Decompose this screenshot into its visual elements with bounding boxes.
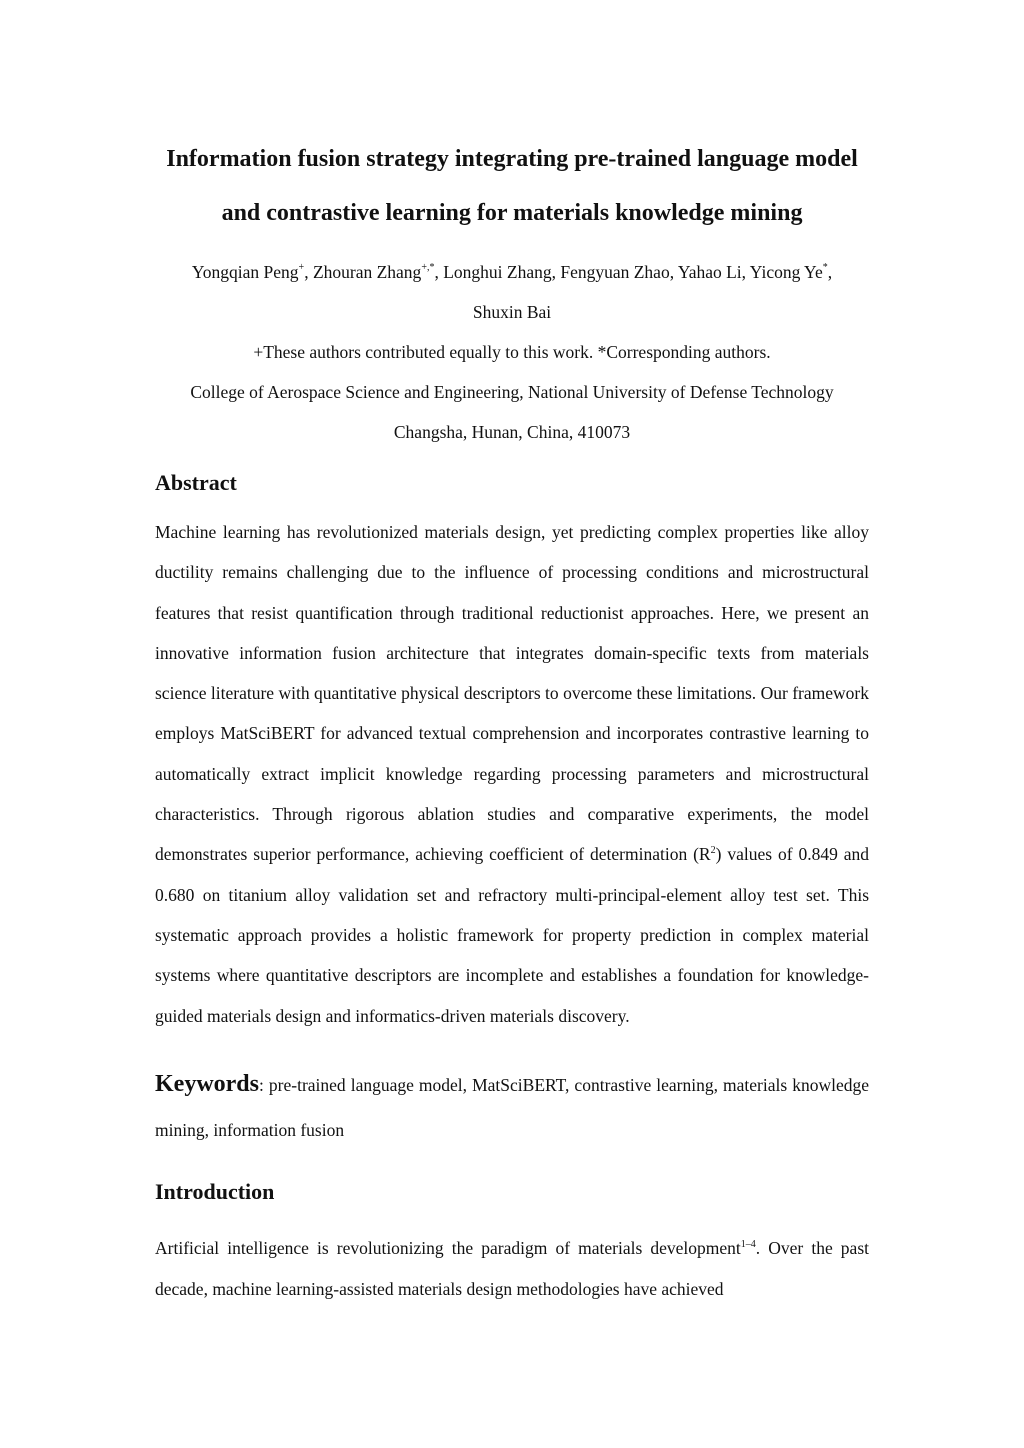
author: Yongqian Peng+, xyxy=(191,262,313,282)
address: Changsha, Hunan, China, 410073 xyxy=(393,422,631,442)
abstract-heading: Abstract xyxy=(155,470,237,495)
keywords-text: : pre-trained language model, MatSciBERT, contrastive learning, materials knowledge mining, information fusion xyxy=(155,1074,869,1140)
introduction-heading: Introduction xyxy=(155,1178,275,1204)
author: Shuxin Bai xyxy=(472,302,552,322)
keywords-label: Keywords xyxy=(155,1070,259,1097)
abstract-text: Machine learning has revolutionized materials design, yet predicting complex properties like alloy ductility remains challenging due to the influence of processing conditions and microstructural features that resist quantification through traditional reductionist approaches. Here, we present an innovative information fusion architecture that integrates domain-specific texts from materials science literature with quantitative physical descriptors to overcome these limitations. Our framework employs MatSciBERT for advanced textual comprehension and incorporates contrastive learning to automatically extract implicit knowledge regarding processing parameters and microstructural characteristics. Through rigorous ablation studies and comparative experiments, the model demonstrates superior performance, achieving coefficient of determination $(R^2)$ values of 0.849 and 0.680 on titanium alloy validation set and refractory multi-principal-element alloy test set. This systematic approach provides a holistic framework for property prediction in complex material systems where quantitative descriptors are incomplete and establishes a foundation for knowledge-guided materials design and informatics-driven materials discovery. xyxy=(155,522,869,1026)
introduction-text: Artificial intelligence is revolutionizing the paradigm of materials development$^{1-4}$. Over the past decade, machine learning-assisted materials design methodologies have achieved xyxy=(155,1237,869,1299)
superscript: 2 xyxy=(710,845,716,857)
author: Yahao Li, xyxy=(677,262,750,282)
author-list xyxy=(155,252,869,332)
author-mark: + xyxy=(298,262,305,274)
affiliation: College of Aerospace Science and Engineering, National University of Defense Technology xyxy=(190,382,834,402)
author: Fengyuan Zhao, xyxy=(560,262,678,282)
keywords xyxy=(155,1062,869,1153)
author: Zhouran Zhang+,*, xyxy=(312,262,444,282)
contribution-note: +These authors contributed equally to this work. *Corresponding authors. xyxy=(253,342,771,362)
author-mark: * xyxy=(822,262,828,274)
author-mark: +,* xyxy=(421,262,435,274)
author: Longhui Zhang, xyxy=(443,262,561,282)
citation: 1–4 xyxy=(740,1239,756,1251)
paper-title: Information fusion strategy integrating pre-trained language model and contrastive learning for materials knowledge mining xyxy=(166,146,858,226)
author: Yicong Ye*, xyxy=(749,262,833,282)
